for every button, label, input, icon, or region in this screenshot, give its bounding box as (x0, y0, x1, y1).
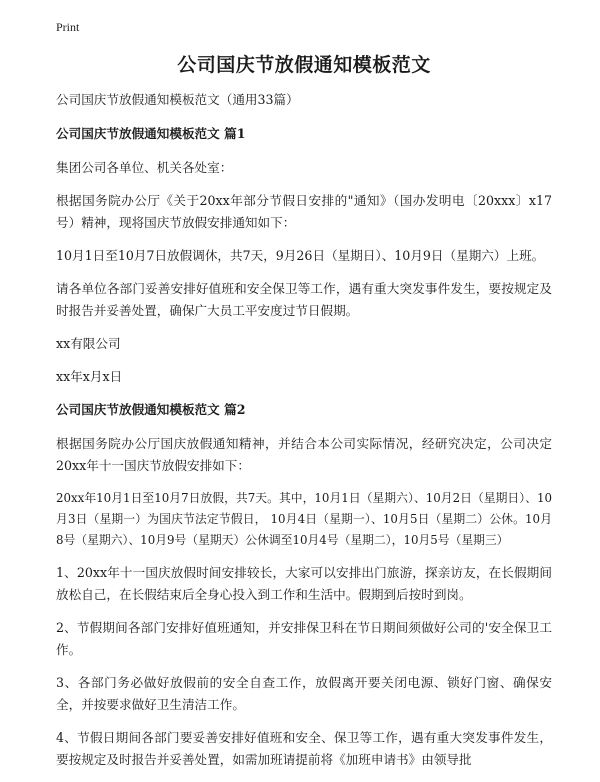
section-heading-2: 公司国庆节放假通知模板范文 篇2 (56, 402, 246, 417)
paragraph: 3、各部门务必做好放假前的安全自查工作，放假离开要关闭电源、锁好门窗、确保安全，并按要求做好卫生清洁工作。 (56, 675, 552, 712)
paragraph: 请各单位各部门妥善安排好值班和安全保卫等工作，遇有重大突发事件发生，要按规定及时报告并妥善处置，确保广大员工平安度过节日假期。 (56, 281, 552, 318)
document-subtitle: 公司国庆节放假通知模板范文（通用33篇） (56, 92, 299, 107)
signature-company: xx有限公司 (56, 336, 121, 351)
paragraph: 20xx年10月1日至10月7日放假，共7天。其中，10月1日（星期六）、10月2日（星期日）、10月3日（星期一）为国庆节法定节假日， 10月4日（星期一）、10月5日（星期二）公休。10月8号（星期六）、10月9号（星期天）公休调至10月4号（星期二），10月5号（星期三） (56, 491, 552, 547)
paragraph: 根据国务院办公厅国庆放假通知精神，并结合本公司实际情况，经研究决定，公司决定20xx年十一国庆节放假安排如下： (56, 436, 552, 473)
paragraph: 1、20xx年十一国庆放假时间安排较长，大家可以安排出门旅游，探亲访友，在长假期间放松自己，在长假结束后全身心投入到工作和生活中。假期到后按时到岗。 (56, 565, 552, 602)
section-heading-1: 公司国庆节放假通知模板范文 篇1 (56, 126, 246, 141)
signature-date: xx年x月x日 (56, 369, 123, 384)
document-body (56, 50, 552, 782)
document-title: 公司国庆节放假通知模板范文 (177, 54, 431, 76)
paragraph: 4、节假日期间各部门要妥善安排好值班和安全、保卫等工作，遇有重大突发事件发生，要按规定及时报告并妥善处置，如需加班请提前将《加班申请书》由领导批 (56, 730, 552, 767)
paragraph: 根据国务院办公厅《关于20xx年部分节假日安排的"通知》（国办发明电〔20xxx〕x17号）精神，现将国庆节放假安排通知如下： (56, 193, 552, 230)
paragraph: 集团公司各单位、机关各处室： (56, 160, 233, 175)
print-link[interactable]: Print (56, 20, 80, 34)
paragraph: 10月1日至10月7日放假调休，共7天，9月26日（星期日）、10月9日（星期六）上班。 (56, 248, 545, 263)
paragraph: 2、节假期间各部门安排好值班通知，并安排保卫科在节日期间须做好公司的'安全保卫工作。 (56, 620, 552, 657)
